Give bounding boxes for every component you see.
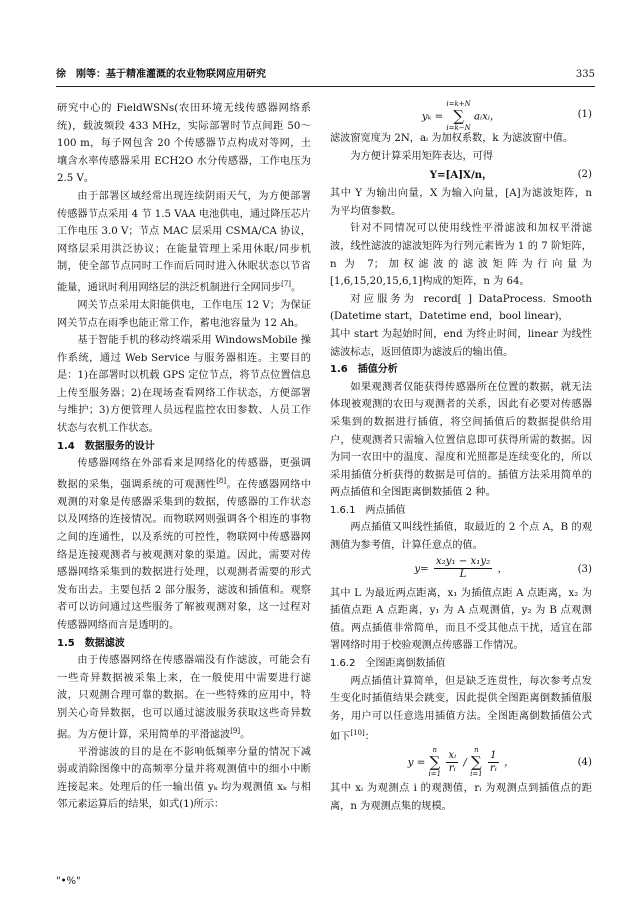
- equation-number: (4): [577, 757, 592, 769]
- equation-3: [330, 555, 592, 585]
- paragraph-text: 传感器网络在外部看来是网络化的传感器，更强调数据的采集，强调系统的可观测性: [57, 458, 311, 491]
- numerator: xᵢ: [448, 750, 457, 762]
- paragraph: 两点插值又叫线性插值，取最近的 2 个点 A，B 的观测值为参考值，计算任意点的值。: [330, 522, 592, 552]
- punct: ，: [497, 563, 508, 575]
- paragraph: [57, 455, 311, 634]
- sum-lower: i=1: [428, 770, 442, 779]
- fraction: [434, 556, 492, 581]
- citation: [7]: [281, 279, 292, 288]
- equation-number: (1): [577, 109, 592, 120]
- paragraph: 针对不同情况可以使用线性平滑滤波和加权平滑滤波，线性滤波的滤波矩阵为行列元素皆为 1 的 7 阶矩阵，n 为 7；加权滤波的滤波矩阵为行向量为[1,6,15,20,15,6,1]构成的矩阵，n 为 64。: [330, 223, 592, 288]
- paragraph-text: 由于传感器网络在传感器端没有作滤波，可能会有一些奇异数据被采集上来，在一般使用中需要进行滤波，只观测合理可靠的数据。在一些特殊的应用中，特别关心奇异数据，也可以通过滤波服务获取这些奇异数据。为方便计算，采用简单的平滑滤波: [57, 655, 311, 740]
- sigma-symbol: ∑: [471, 753, 482, 772]
- paragraph-text: 由于部署区域经常出现连续阴雨天气，为方便部署传感器节点采用 4 节 1.5 VAA 电池供电，通过降压芯片工作电压 3.0 V；节点 MAC 层采用 CSMA/CA 协议，网络层采用洪泛协议；在能量管理上采用休眠/同步机制，使全部节点同时工作而后同时进入休眠状态以节省能量，通讯时利用网络层的洪泛机制进行全网同步: [57, 190, 311, 294]
- subsection-heading: 1.6.1 两点插值: [330, 504, 406, 516]
- punct: ：: [364, 731, 375, 743]
- equation-4: [330, 746, 592, 780]
- paragraph: 其中 Y 为输出向量，X 为输入向量，[A]为滤波矩阵，n 为平均值参数。: [330, 188, 592, 217]
- sigma-symbol: ∑: [453, 107, 464, 125]
- sigma-symbol: ∑: [429, 753, 441, 772]
- paragraph: 滤波窗宽度为 2N，aᵢ 为加权系数，k 为滤波窗中值。: [330, 133, 574, 144]
- paragraph-text: 。在传感器网络中观测的对象是传感器采集到的数据，传感器的工作状态以及网络的连接情况。而物联网则强调各个相连的事物之间的连通性，以及系统的可控性，物联网中传感器网络是连接观测者与被观测对象的渠道。因此，需要对传感器网络采集到的数据进行处理，以观测者需要的形式发布出去。主要包括 2 部分服务，滤波和插值和。观察者可以访问通过这些服务了解被观测对象，这一过程对传感器网络而言是透明的。: [57, 479, 312, 631]
- paragraph-text: 两点插值计算简单，但是缺乏连贯性，每次参考点发生变化时插值结果会跳变，因此提供全图距离倒数插值服务，用户可以任意选用插值方法。全图距离倒数插值公式如下: [330, 675, 592, 743]
- fraction: [446, 750, 458, 775]
- running-title: 徐 刚等：基于精准灌溉的农业物联网应用研究: [56, 69, 266, 80]
- sum-upper: n: [474, 746, 479, 755]
- summation: [446, 100, 470, 133]
- denominator: rᵢ: [489, 763, 497, 775]
- section-heading: 1.4 数据服务的设计: [57, 440, 155, 452]
- paragraph: 其中 start 为起始时间，end 为终止时间，linear 为线性滤波标志，返回值即为滤波后的输出值。: [330, 328, 592, 358]
- sum-lower: i=k−N: [446, 124, 471, 132]
- equation-2: [330, 165, 592, 185]
- section-heading: 1.5 数据滤波: [57, 637, 125, 649]
- punct: ，: [504, 757, 515, 769]
- paragraph: 其中 xᵢ 为观测点 i 的观测值，rᵢ 为观测点到插值点的距离，n 为观测点集的规模。: [330, 783, 592, 812]
- section-heading: 1.6 插值分析: [330, 364, 398, 376]
- paragraph: [330, 673, 592, 747]
- summation: [470, 746, 483, 779]
- equation-number: (2): [577, 169, 592, 181]
- header-rule: [56, 86, 595, 87]
- citation: [9]: [230, 726, 241, 735]
- paragraph: [57, 188, 311, 297]
- running-header: [56, 66, 595, 84]
- citation: [10]: [350, 729, 365, 738]
- paragraph: 如果观测者仅能获得传感器所在位置的数据，就无法体现被观测的农田与观测者的关系，因此有必要对传感器采集到的数据进行插值，将空间插值后的数据提供给用户，使观测者只需输入位置信息即可获得所需的数据。因为同一农田中的温度、湿度和光照都是连续变化的，所以采用插值分析获得的数据是可信的。插值方法采用简单的两点插值和全图距离倒数插值 2 种。: [330, 381, 592, 499]
- paragraph: 平滑滤波的目的是在不影响低频率分量的情况下减弱或消除图像中的高频率分量并将观测值中的细小中断连接起来。处理后的任一输出值 yₖ 均为观测值 xₖ 与相邻元素运算后的结果，如式(1)所示：: [57, 746, 311, 811]
- sum-lower: i=1: [470, 770, 483, 779]
- paragraph: 基于智能手机的移动终端采用 WindowsMobile 操作系统，通过 Web Service 与服务器相连。主要目的是：1)在部署时以机载 GPS 定位节点，将节点位置信息上传至服务器；2)在现场查看网络工作状态，方便部署与维护；3)方便管理人员远程监控农田参数、人员工作状态与农机工作状态。: [57, 335, 311, 435]
- eq1-lhs: yₖ =: [421, 111, 444, 123]
- footer-mark: "•%": [56, 876, 81, 887]
- paragraph: 对应服务为 record[ ] DataProcess. Smooth (Datetime start，Datetime end，bool linear)，: [330, 293, 592, 323]
- paragraph: [57, 652, 311, 743]
- equation-1: [330, 100, 592, 130]
- left-column: [57, 100, 311, 814]
- sum-upper: i=k+N: [446, 100, 471, 108]
- eq3-lhs: y=: [414, 563, 429, 575]
- fraction: [488, 750, 499, 775]
- punct: 。: [291, 282, 302, 294]
- paragraph: 为方便计算采用矩阵表达，可得: [350, 150, 494, 162]
- denominator: rᵢ: [448, 763, 456, 775]
- numerator: x₂y₁ − x₁y₂: [435, 556, 491, 568]
- denominator: L: [459, 569, 467, 581]
- paragraph: 研究中心的 FieldWSNs(农田环境无线传感器网络系统)，载波频段 433 MHz，实际部署时节点间距 50～100 m，每子网包含 20 个传感器节点构成对等网，土壤含水率传感器采用 ECH2O 水分传感器，工作电压为 2.5 V。: [57, 103, 311, 185]
- right-column: [330, 100, 592, 816]
- summation: [429, 746, 442, 779]
- subsection-heading: 1.6.2 全图距离倒数插值: [330, 658, 446, 670]
- page-number: 335: [575, 69, 595, 80]
- sum-upper: n: [432, 746, 438, 755]
- slash: /: [463, 757, 467, 769]
- eq4-lhs: y =: [407, 757, 426, 769]
- equation-number: (3): [577, 563, 592, 575]
- eq2-body: Y=[A]X/n，: [429, 169, 493, 182]
- paragraph: 其中 L 为最近两点距离，x₁ 为插值点距 A 点距离，x₂ 为插值点距 A 点距离，y₁ 为 A 点观测值，y₂ 为 B 点观测值。两点插值非常简单，而且不受其他点干扰，适宜在部署网络时用于校验观测点传感器工作情况。: [330, 587, 592, 652]
- citation: [8]: [216, 476, 227, 485]
- numerator: 1: [488, 750, 499, 763]
- punct: 。: [240, 728, 251, 740]
- paragraph: 网关节点采用太阳能供电，工作电压 12 V；为保证网关节点在雨季也能正常工作，蓄电池容量为 12 Ah。: [57, 299, 311, 329]
- eq1-term: aᵢxᵢ，: [473, 111, 501, 123]
